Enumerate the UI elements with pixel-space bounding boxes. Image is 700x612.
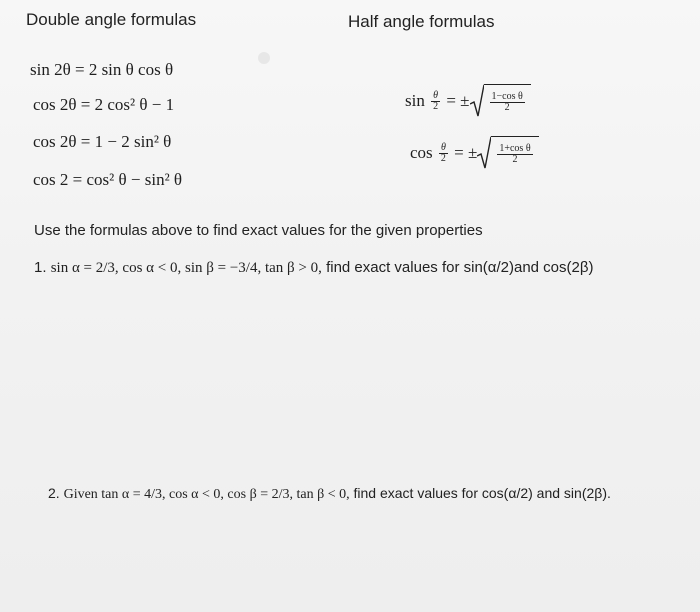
theta-over-two-fraction [439,143,448,164]
cos-lhs-label: cos [410,143,433,162]
radical-sign-icon [470,84,484,118]
square-root [470,84,531,118]
fraction-numerator: θ [440,141,446,153]
problem-2 [48,485,611,503]
fraction-numerator: θ [433,89,439,101]
theta-over-two-fraction [431,91,440,112]
cos-radicand-denominator: 2 [512,154,518,165]
double-angle-formula-3: cos 2θ = 1 − 2 sin² θ [33,132,172,151]
half-angle-sin-formula [405,84,531,118]
double-angle-formula-1: sin 2θ = 2 sin θ cos θ [30,60,174,79]
problem-conditions: Given tan α = 4/3, cos α < 0, cos β = 2/3, tan β < 0, [63,487,350,502]
fraction-denominator: 2 [433,100,439,112]
half-angle-header: Half angle formulas [348,12,495,31]
sin-lhs-label: sin [405,91,425,110]
cos-radicand-fraction [497,144,532,165]
problem-number: 1. [34,259,47,276]
cos-radicand-numerator: 1+cos θ [499,143,531,154]
plusminus-sign: = ± [454,143,478,162]
sin-radicand-fraction [490,92,525,113]
problem-task: find exact values for cos(α/2) and sin(2β). [353,485,611,501]
double-angle-header: Double angle formulas [26,10,197,29]
problem-conditions: sin α = 2/3, cos α < 0, sin β = −3/4, tan β > 0, [50,260,322,276]
radical-sign-icon [477,136,491,170]
problem-task: find exact values for sin(α/2)and cos(2β) [326,259,594,276]
square-root [477,136,538,170]
smudge-mark [258,52,270,64]
double-angle-formula-2: cos 2θ = 2 cos² θ − 1 [33,95,175,114]
problem-number: 2. [48,485,60,501]
problem-1 [34,259,593,277]
double-angle-formula-4: cos 2 = cos² θ − sin² θ [33,170,183,189]
sin-radicand-numerator: 1−cos θ [491,91,523,102]
sin-radicand-denominator: 2 [504,102,510,113]
plusminus-sign: = ± [446,91,470,110]
fraction-denominator: 2 [440,152,446,164]
instruction-text: Use the formulas above to find exact values for the given properties [34,222,483,239]
half-angle-cos-formula [410,136,539,170]
